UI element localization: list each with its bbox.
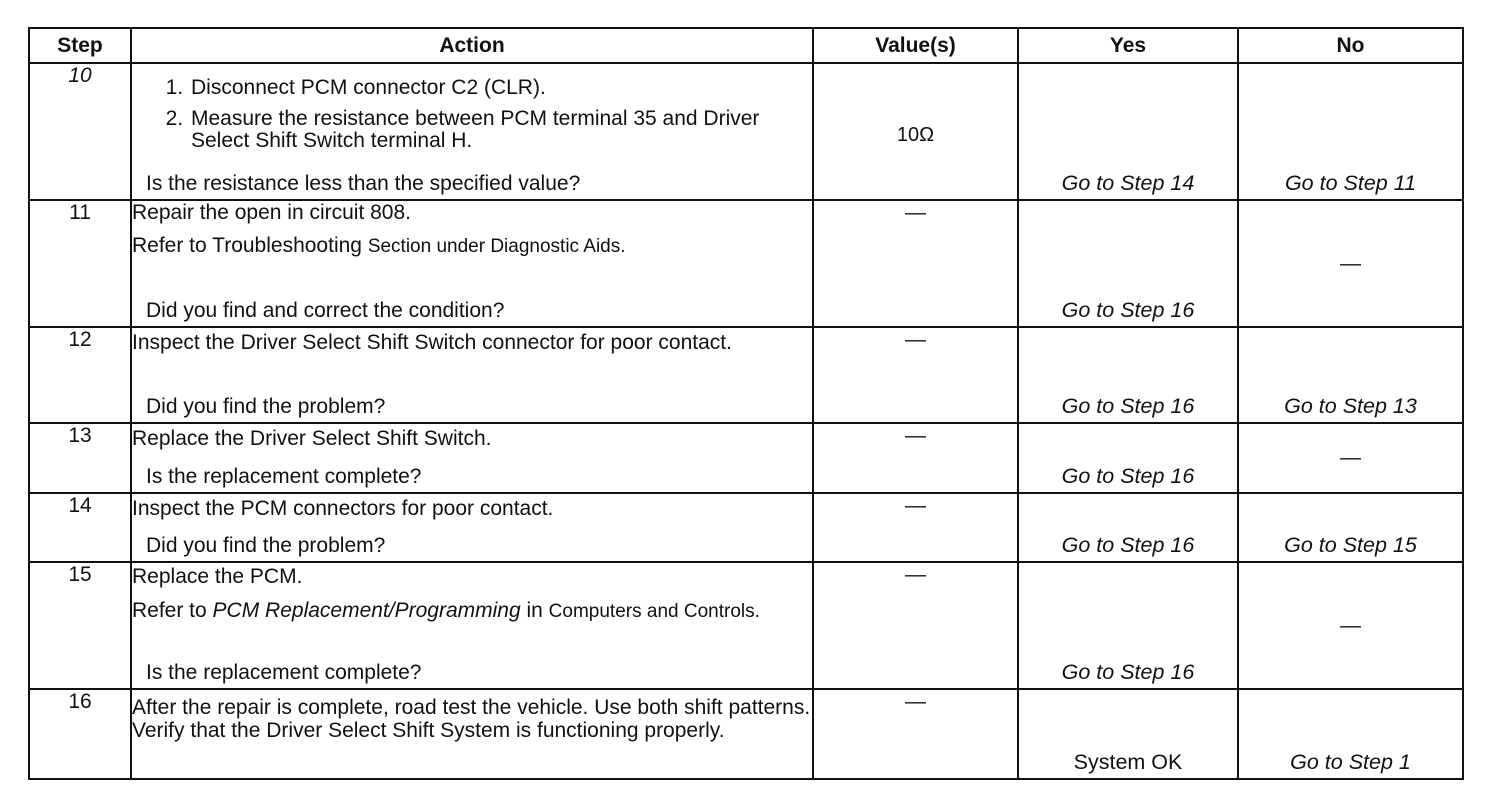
action-question: Is the replacement complete? (146, 661, 422, 684)
value-cell: — (813, 493, 1018, 562)
yes-cell (1018, 493, 1238, 562)
action-question: Did you find the problem? (146, 395, 386, 418)
no-cell (1238, 423, 1463, 493)
step-number: 14 (29, 493, 131, 562)
no-cell (1238, 327, 1463, 423)
step-number: 16 (29, 689, 131, 779)
reference-in: in (520, 599, 549, 622)
action-question: Did you find the problem? (146, 534, 386, 557)
table-row (29, 327, 1463, 423)
action-cell (131, 63, 813, 200)
action-cell (131, 423, 813, 493)
header-action: Action (131, 28, 813, 63)
list-item: 1. Disconnect PCM connector C2 (CLR). (189, 76, 812, 100)
action-text: Inspect the Driver Select Shift Switch connector for poor contact. (132, 331, 732, 354)
action-list (132, 76, 812, 152)
action-reference (132, 598, 812, 624)
yes-link[interactable]: Go to Step 16 (1061, 533, 1195, 557)
action-question: Did you find and correct the condition? (146, 299, 505, 322)
no-cell (1238, 63, 1463, 200)
action-cell (131, 327, 813, 423)
no-cell (1238, 493, 1463, 562)
reference-section: Computers and Controls. (548, 601, 760, 622)
step-number: 11 (29, 200, 131, 327)
yes-cell (1018, 423, 1238, 493)
value-cell: — (813, 562, 1018, 689)
action-text: Inspect the PCM connectors for poor contact. (132, 497, 554, 520)
action-text: After the repair is complete, road test the vehicle. Use both shift patterns. Verify that the Driver Select Shift System is functioning properly. (132, 696, 811, 742)
yes-cell (1018, 200, 1238, 327)
table-row (29, 493, 1463, 562)
action-cell (131, 200, 813, 327)
yes-link[interactable]: Go to Step 16 (1061, 298, 1195, 322)
no-cell (1238, 200, 1463, 327)
action-reference (132, 234, 812, 259)
no-link[interactable]: Go to Step 13 (1284, 394, 1417, 418)
header-values: Value(s) (813, 28, 1018, 63)
action-text: Replace the Driver Select Shift Switch. (132, 427, 492, 450)
no-cell (1238, 689, 1463, 779)
step-number: 13 (29, 423, 131, 493)
list-item: 2. Measure the resistance between PCM terminal 35 and Driver Select Shift Switch terminal H. (189, 108, 812, 152)
yes-result: System OK (1073, 750, 1183, 774)
action-text: Repair the open in circuit 808. (132, 201, 411, 224)
header-row (29, 28, 1463, 63)
no-value: — (1340, 613, 1361, 637)
action-question: Is the resistance less than the specified value? (146, 172, 581, 195)
yes-link[interactable]: Go to Step 16 (1061, 660, 1195, 684)
action-cell (131, 493, 813, 562)
header-yes: Yes (1018, 28, 1238, 63)
yes-cell (1018, 689, 1238, 779)
value-cell: 10Ω (813, 63, 1018, 200)
no-value: — (1340, 446, 1361, 469)
action-cell (131, 562, 813, 689)
header-no: No (1238, 28, 1463, 63)
table-row (29, 200, 1463, 327)
table-row (29, 63, 1463, 200)
value-cell: — (813, 423, 1018, 493)
no-cell (1238, 562, 1463, 689)
no-link[interactable]: Go to Step 11 (1284, 171, 1417, 195)
reference-link[interactable]: PCM Replacement/Programming (212, 599, 521, 622)
step-number: 15 (29, 562, 131, 689)
value-cell: — (813, 200, 1018, 327)
yes-link[interactable]: Go to Step 16 (1061, 464, 1195, 488)
yes-cell (1018, 327, 1238, 423)
no-link[interactable]: Go to Step 15 (1284, 533, 1417, 557)
table-row (29, 562, 1463, 689)
yes-link[interactable]: Go to Step 16 (1061, 394, 1195, 418)
yes-link[interactable]: Go to Step 14 (1061, 171, 1195, 195)
no-value: — (1340, 251, 1361, 275)
action-text: Replace the PCM. (132, 565, 303, 588)
step-number: 12 (29, 327, 131, 423)
table-row (29, 689, 1463, 779)
no-link[interactable]: Go to Step 1 (1290, 750, 1411, 774)
action-cell (131, 689, 813, 779)
table-row (29, 423, 1463, 493)
reference-prefix: Refer to (132, 599, 213, 622)
step-number: 10 (29, 63, 131, 200)
diagnostic-table (28, 27, 1464, 780)
reference-section: Section under Diagnostic Aids. (367, 236, 626, 257)
value-cell: — (813, 327, 1018, 423)
yes-cell (1018, 562, 1238, 689)
header-step: Step (29, 28, 131, 63)
value-cell: — (813, 689, 1018, 779)
yes-cell (1018, 63, 1238, 200)
reference-prefix: Refer to Troubleshooting (132, 234, 368, 257)
action-question: Is the replacement complete? (146, 465, 422, 488)
